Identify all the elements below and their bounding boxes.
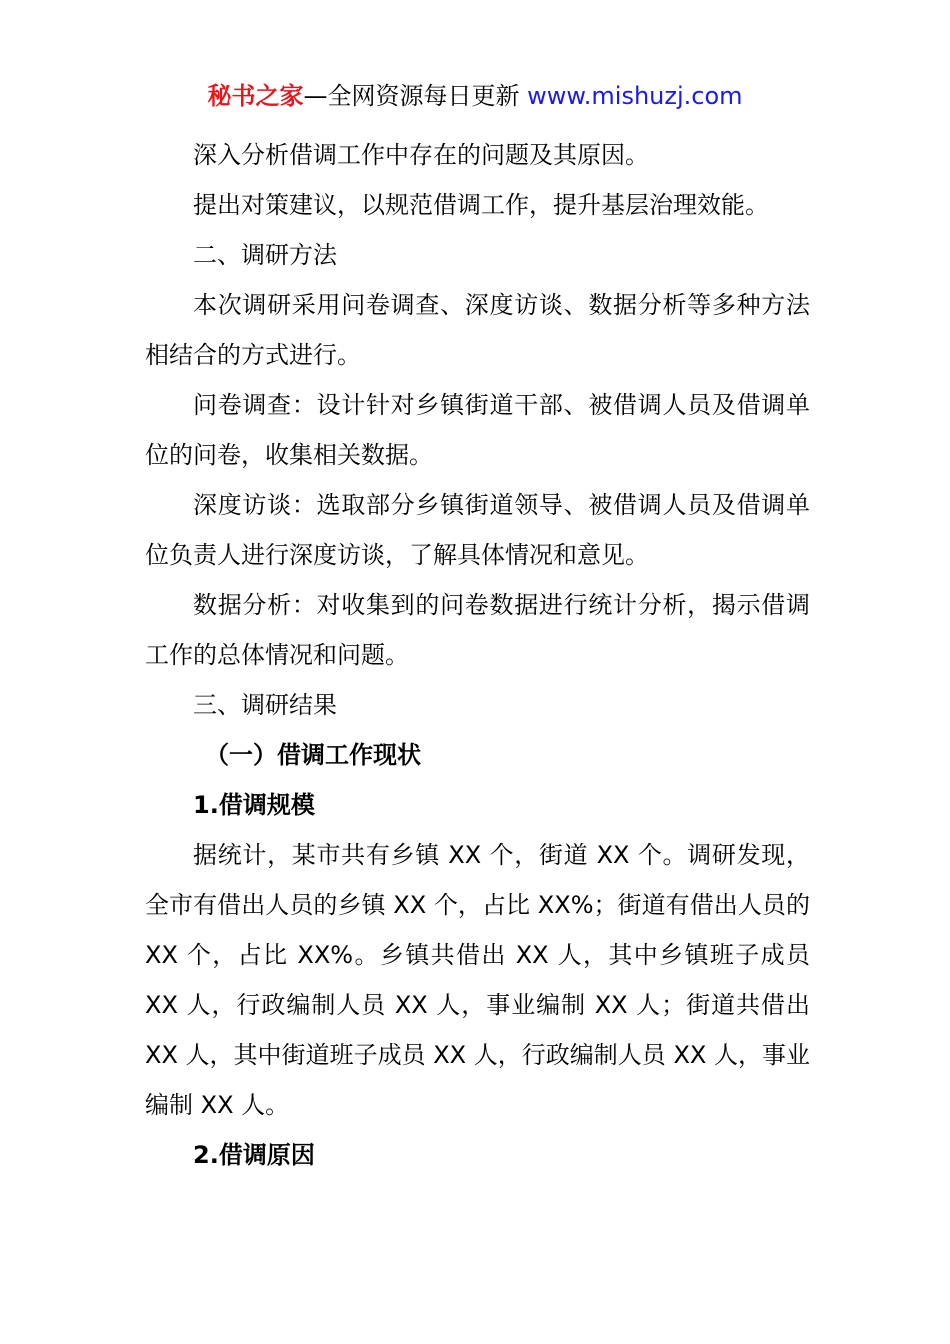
site-link[interactable]: www.mishuzj.com	[527, 82, 743, 110]
paragraph: 提出对策建议，以规范借调工作，提升基层治理效能。	[193, 191, 769, 219]
paragraph: 深度访谈：选取部分乡镇街道领导、被借调人员及借调单位负责人进行深度访谈，了解具体情况和意见。	[145, 491, 810, 569]
paragraph: 据统计，某市共有乡镇 XX 个，街道 XX 个。调研发现，全市有借出人员的乡镇 XX 个，占比 XX%；街道有借出人员的 XX 个，占比 XX%。乡镇共借出 XX 人，其中乡镇班子成员 XX 人，行政编制人员 XX 人，事业编制 XX 人；街道共借出 XX 人，其中街道班子成员 XX 人，行政编制人员 XX 人，事业编制 XX 人。	[145, 841, 810, 1119]
subsection-heading: 2.借调原因	[193, 1141, 315, 1169]
document-body	[145, 130, 810, 1180]
subsection-heading: 1.借调规模	[193, 791, 315, 819]
paragraph: 问卷调查：设计针对乡镇街道干部、被借调人员及借调单位的问卷，收集相关数据。	[145, 391, 810, 469]
page-header	[0, 78, 950, 114]
section-heading: 二、调研方法	[193, 241, 337, 269]
section-heading: 三、调研结果	[193, 691, 337, 719]
paragraph: 本次调研采用问卷调查、深度访谈、数据分析等多种方法相结合的方式进行。	[145, 291, 810, 369]
subsection-heading: （一）借调工作现状	[205, 741, 421, 769]
paragraph: 数据分析：对收集到的问卷数据进行统计分析，揭示借调工作的总体情况和问题。	[145, 591, 810, 669]
brand-name: 秘书之家	[207, 82, 304, 110]
paragraph: 深入分析借调工作中存在的问题及其原因。	[193, 141, 649, 169]
header-tagline: —全网资源每日更新	[303, 82, 520, 110]
